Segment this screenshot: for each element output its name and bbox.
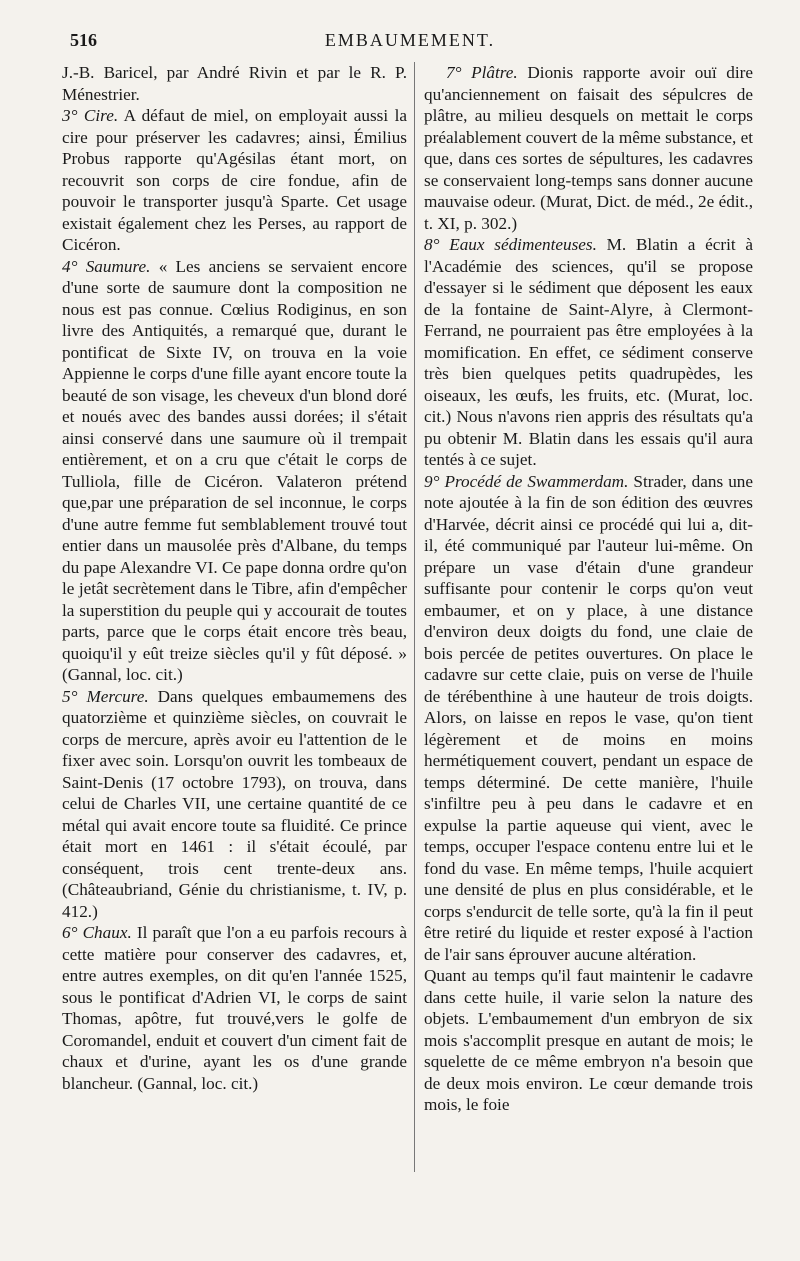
paragraph-heading: 6° Chaux. (62, 923, 132, 942)
paragraph-heading: 9° Procédé de Swammerdam. (424, 471, 629, 491)
paragraph-body: « Les anciens se servaient encore d'une sorte de saumure dont la composition ne nous est pas connue. Cœlius Rodiginus, en son livre des Antiquités, a remarqué que, durant le pontificat de Sixte IV, on trouva en la voie Appienne le corps d'une fille ayant encore toute la beauté de son visage, les cheveux d'un blond doré et noués avec des bandes aussi dorées; il s'était ainsi conservé dans une saumure où il trempait entièrement, et on a cru que c'était le corps de Tulliola, fille de Cicéron. Valateron prétend que,par une préparation de sel inconnue, le corps d'une autre femme fut semblablement trouvé tout entier dans un mausolée près d'Albane, du temps du pape Alexandre VI. Ce pape donna ordre qu'on le jetât secrètement dans le Tibre, afin d'empêcher la superstition du peuple qui y accourait de toutes parts, parce que le corps était encore très beau, quoiqu'il y eût treize siècles qu'il y fût déposé. » (Gannal, loc. cit.) (62, 256, 407, 684)
paragraph-body: Dionis rapporte avoir ouï dire qu'anciennement on faisait des sépulcres de plâtre, au milieu desquels on mettait le corps préalablement couvert de la même substance, et que, dans ces sortes de sépultures, les cadavres se conservaient long-temps sans donner aucune mauvaise odeur. (Murat, Dict. de méd., 2e édit., t. XI, p. 302.) (424, 63, 754, 233)
paragraph-platre (424, 62, 753, 234)
paragraph-cire (62, 105, 407, 256)
paragraph-body: Strader, dans une note ajoutée à la fin de son édition des œuvres d'Harvée, décrit ainsi ce procédé qui lui a, dit-il, été communiqué par l'auteur lui-même. On prépare un vase d'étain d'une grandeur suffisante pour contenir le corps qu'on veut embaumer, et on y place, à une distance d'environ deux doigts du fond, une claie de bois percée de petites ouvertures. On place le cadavre sur cette claie, puis on verse de l'huile de térébenthine à une hauteur de trois doigts. Alors, on laisse en repos le vase, qu'on tient légèrement et de moins en moins hermétiquement couvert, pendant un espace de temps déterminé. De cette manière, l'huile s'infiltre peu à peu dans le cadavre et en expulse la partie aqueuse qui vient, avec le temps, occuper l'espace contenu entre lui et le fond du vase. En même temps, l'huile acquiert une densité de plus en plus considérable, et le corps s'endurcit de telle sorte, qu'à la fin il peut être retiré du liquide et rester exposé à l'action de l'air sans éprouver aucune altération. (424, 471, 754, 964)
right-column (424, 62, 753, 1116)
paragraph-saumure (62, 256, 407, 686)
paragraph-body: M. Blatin a écrit à l'Académie des sciences, qu'il se propose d'essayer si le sédiment que déposent les eaux de la fontaine de Saint-Alyre, à Clermont-Ferrand, ne pourraient pas être employées à la momification. En effet, ce sédiment conserve très bien quelques petits quadrupèdes, les oiseaux, les œufs, les fruits, etc. (Murat, loc. cit.) Nous n'avons rien appris des résultats qu'a pu obtenir M. Blatin dans les essais qu'il aura tentés à ce sujet. (424, 235, 753, 469)
page-header (70, 30, 750, 58)
left-column (62, 62, 407, 1094)
paragraph-body: J.-B. Baricel, par André Rivin et par le R. P. Ménestrier. (62, 63, 407, 104)
paragraph-continuation (62, 62, 407, 105)
paragraph-heading: 5° Mercure. (62, 686, 149, 706)
paragraph-body: Dans quelques embaumemens des quatorzième et quinzième siècles, on couvrait le corps de mercure, après avoir eu l'attention de le fixer avec soin. Lorsqu'on ouvrit les tombeaux de Saint-Denis (17 octobre 1793), on trouva, dans celui de Charles VII, une certaine quantité de ce métal qui avait encore toute sa fluidité. Ce prince était mort en 1461 : il s'était écoulé, par conséquent, trois cent trente-deux ans. (Châteaubriand, Génie du christianisme, t. IV, p. 412.) (62, 686, 407, 921)
paragraph-mercure (62, 686, 407, 923)
paragraph-body: Quant au temps qu'il faut maintenir le cadavre dans cette huile, il varie selon la nature des objets. L'embaumement d'un embryon de six mois s'accomplit presque en autant de mois; le squelette de ce même embryon n'a besoin que de deux mois environ. Le cœur demande trois mois, le foie (424, 966, 753, 1114)
page-number: 516 (70, 30, 97, 50)
paragraph-body: Il paraît que l'on a eu parfois recours à cette matière pour conserver des cadavres, et, entre autres exemples, on dit qu'en l'année 1525, sous le pontificat d'Adrien VI, le corps de saint Thomas, apôtre, fut trouvé,vers le golfe de Coromandel, enduit et couvert d'un ciment fait de chaux et d'urine, ayant les os d'une grande blancheur. (Gannal, loc. cit.) (62, 923, 407, 1093)
paragraph-swammerdam (424, 471, 753, 966)
paragraph-chaux (62, 922, 407, 1094)
paragraph-heading: 7° Plâtre. (446, 63, 518, 82)
running-title: EMBAUMEMENT. (324, 30, 496, 50)
column-divider (414, 62, 415, 1172)
paragraph-heading: 4° Saumure. (62, 256, 151, 276)
paragraph-body: A défaut de miel, on employait aussi la cire pour préserver les cadavres; ainsi, Émilius Probus rapporte qu'Agésilas étant mort, on recouvrit son corps de cire fondue, afin de pouvoir le transporter jusqu'à Sparte. Cet usage existait également chez les Perses, au rapport de Cicéron. (62, 106, 407, 254)
paragraph-heading: 3° Cire. (62, 106, 119, 125)
paragraph-eaux (424, 234, 753, 471)
paragraph-heading: 8° Eaux sédimenteuses. (424, 235, 597, 254)
paragraph-duree (424, 965, 753, 1116)
